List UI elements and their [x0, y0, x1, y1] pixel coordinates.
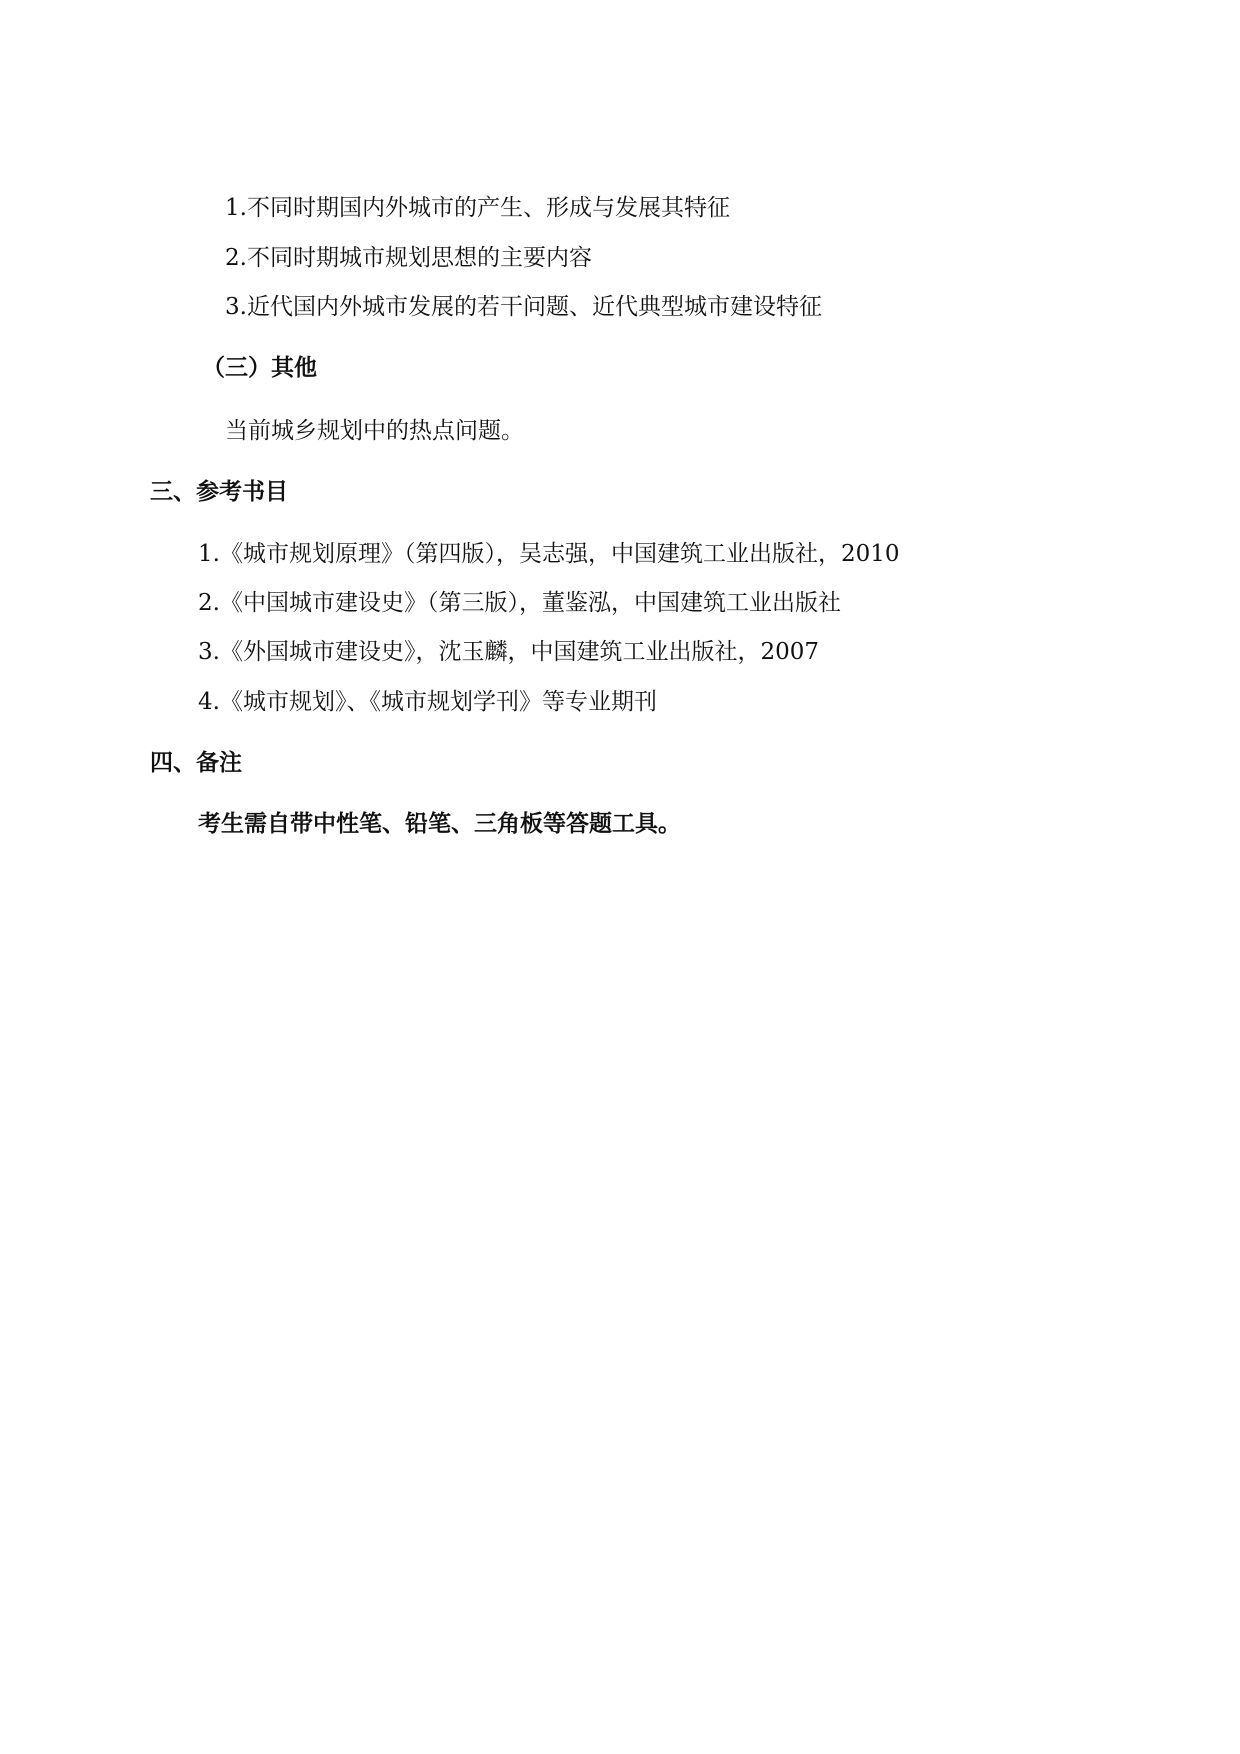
reference-item-2: 2.《中国城市建设史》（第三版），董鉴泓，中国建筑工业出版社 — [198, 590, 841, 616]
reference-item-4: 4.《城市规划》、《城市规划学刊》等专业期刊 — [198, 689, 657, 715]
references-heading: 三、参考书目 — [150, 479, 288, 505]
notes-heading: 四、备注 — [150, 750, 242, 776]
history-item-1: 1.不同时期国内外城市的产生、形成与发展其特征 — [225, 195, 730, 221]
history-item-3: 3.近代国内外城市发展的若干问题、近代典型城市建设特征 — [225, 294, 822, 320]
reference-item-1: 1.《城市规划原理》（第四版），吴志强，中国建筑工业出版社，2010 — [198, 541, 900, 567]
subsection-heading-other: （三）其他 — [202, 355, 317, 381]
notes-text: 考生需自带中性笔、铅笔、三角板等答题工具。 — [198, 811, 681, 837]
other-text: 当前城乡规划中的热点问题。 — [225, 418, 524, 444]
reference-item-3: 3.《外国城市建设史》，沈玉麟，中国建筑工业出版社，2007 — [198, 639, 819, 665]
history-item-2: 2.不同时期城市规划思想的主要内容 — [225, 245, 592, 271]
